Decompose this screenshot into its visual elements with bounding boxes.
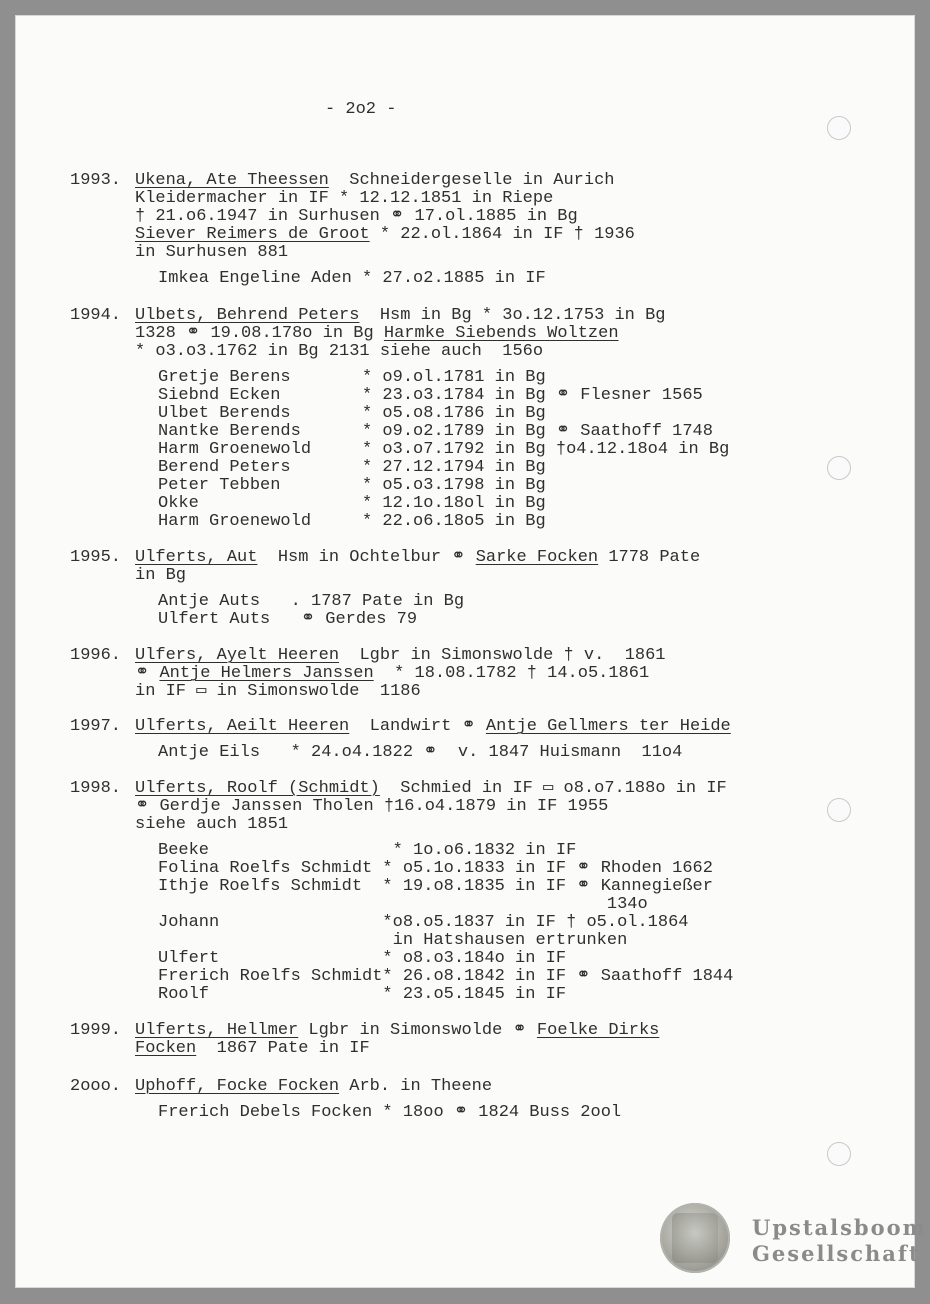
brand-line-1: Upstalsboom bbox=[752, 1215, 927, 1240]
person-name: Focken bbox=[135, 1039, 197, 1058]
person-name: Ulferts, Aeilt Heeren bbox=[135, 717, 350, 736]
punch-hole bbox=[827, 1142, 851, 1166]
entry-header-line bbox=[135, 307, 666, 325]
entry-detail-line bbox=[135, 226, 635, 244]
child-line: Ulfert Auts ⚭ Gerdes 79 bbox=[158, 610, 418, 629]
child-line: Antje Eils * 24.o4.1822 ⚭ v. 1847 Huismann 11o4 bbox=[158, 743, 683, 762]
person-name: Antje Helmers Janssen bbox=[159, 664, 374, 683]
entry-detail-line bbox=[135, 190, 553, 208]
entry-detail-line bbox=[135, 343, 543, 361]
person-name: Siever Reimers de Groot bbox=[135, 225, 370, 244]
child-line: Frerich Roelfs Schmidt* 26.o8.1842 in IF ⚭ Saathoff 1844 bbox=[158, 967, 734, 986]
entry-detail-line bbox=[135, 1040, 370, 1058]
entry-text: Schmied in IF ▭ o8.o7.188o in IF bbox=[379, 779, 727, 798]
entry-number: 1995. bbox=[70, 548, 122, 567]
person-name: Harmke Siebends Woltzen bbox=[383, 324, 619, 343]
person-name: Sarke Focken bbox=[475, 548, 599, 567]
entry-header-line bbox=[135, 549, 700, 567]
entry-text: * 18.08.1782 † 14.o5.1861 bbox=[373, 664, 650, 683]
person-name: Ukena, Ate Theessen bbox=[135, 171, 329, 190]
entry-text: Landwirt ⚭ bbox=[349, 717, 486, 736]
child-line: 134o bbox=[158, 895, 648, 914]
entry-number: 1997. bbox=[70, 717, 122, 736]
child-line: Folina Roelfs Schmidt * o5.1o.1833 in IF ⚭ Rhoden 1662 bbox=[158, 859, 713, 878]
entry-text: Schneidergeselle in Aurich bbox=[328, 171, 615, 190]
child-line: Imkea Engeline Aden * 27.o2.1885 in IF bbox=[158, 269, 546, 288]
child-line: Ulbet Berends * o5.o8.1786 in Bg bbox=[158, 404, 546, 423]
child-line: Johann *o8.o5.1837 in IF † o5.ol.1864 bbox=[158, 913, 689, 932]
entry-text: siehe auch 1851 bbox=[135, 815, 289, 834]
entry-text: Kleidermacher in IF * 12.12.1851 in Riepe bbox=[135, 189, 554, 208]
person-name: Antje Gellmers ter Heide bbox=[485, 717, 731, 736]
entry-number: 1998. bbox=[70, 779, 122, 798]
entry-text: in Surhusen 881 bbox=[135, 243, 289, 262]
child-line: Harm Groenewold * 22.o6.18o5 in Bg bbox=[158, 512, 546, 531]
document-page bbox=[15, 15, 927, 1288]
entry-text: * 22.ol.1864 in IF † 1936 bbox=[369, 225, 635, 244]
entry-number: 1994. bbox=[70, 306, 122, 325]
entry-text: ⚭ bbox=[135, 664, 160, 683]
person-name: Ulferts, Roolf (Schmidt) bbox=[135, 779, 380, 798]
child-line: Beeke * 1o.o6.1832 in IF bbox=[158, 841, 577, 860]
child-line: Antje Auts . 1787 Pate in Bg bbox=[158, 592, 465, 611]
child-line: Nantke Berends * o9.o2.1789 in Bg ⚭ Saathoff 1748 bbox=[158, 422, 713, 441]
entry-number: 1996. bbox=[70, 646, 122, 665]
entry-header-line bbox=[135, 780, 727, 798]
entry-detail-line bbox=[135, 816, 288, 834]
child-line: Frerich Debels Focken * 18oo ⚭ 1824 Buss 2ool bbox=[158, 1103, 622, 1122]
person-name: Ulbets, Behrend Peters bbox=[135, 306, 360, 325]
child-line: Peter Tebben * o5.o3.1798 in Bg bbox=[158, 476, 546, 495]
entry-text: * o3.o3.1762 in Bg 2131 siehe auch 156o bbox=[135, 342, 544, 361]
entry-header-line bbox=[135, 718, 731, 736]
entry-text: Lgbr in Simonswolde † v. 1861 bbox=[339, 646, 666, 665]
brand-line-2: Gesellschaft bbox=[752, 1241, 921, 1266]
entry-detail-line bbox=[135, 798, 608, 816]
person-name: Foelke Dirks bbox=[536, 1021, 660, 1040]
person-name: Ulfers, Ayelt Heeren bbox=[135, 646, 340, 665]
person-name: Uphoff, Focke Focken bbox=[135, 1077, 340, 1096]
child-line: Siebnd Ecken * 23.o3.1784 in Bg ⚭ Flesner 1565 bbox=[158, 386, 703, 405]
entry-detail-line bbox=[135, 665, 649, 683]
entry-number: 2ooo. bbox=[70, 1077, 122, 1096]
entry-detail-line bbox=[135, 325, 619, 343]
child-line: Gretje Berens * o9.ol.1781 in Bg bbox=[158, 368, 546, 387]
person-name: Ulferts, Aut bbox=[135, 548, 258, 567]
entry-text: ⚭ Gerdje Janssen Tholen †16.o4.1879 in IF 1955 bbox=[135, 797, 609, 816]
page-number: - 2o2 - bbox=[325, 100, 397, 119]
entry-text: Arb. in Theene bbox=[339, 1077, 493, 1096]
entry-detail-line bbox=[135, 208, 578, 226]
child-line: Ithje Roelfs Schmidt * 19.o8.1835 in IF ⚭ Kannegießer bbox=[158, 877, 713, 896]
entry-text: in Bg bbox=[135, 566, 187, 585]
child-line: Roolf * 23.o5.1845 in IF bbox=[158, 985, 567, 1004]
entry-text: in IF ▭ in Simonswolde 1186 bbox=[135, 682, 421, 701]
seal-emblem bbox=[672, 1213, 718, 1263]
entry-text: 1867 Pate in IF bbox=[196, 1039, 370, 1058]
child-line: Berend Peters * 27.12.1794 in Bg bbox=[158, 458, 546, 477]
punch-hole bbox=[827, 456, 851, 480]
child-line: Ulfert * o8.o3.184o in IF bbox=[158, 949, 567, 968]
entry-header-line bbox=[135, 1078, 492, 1096]
child-line: Harm Groenewold * o3.o7.1792 in Bg †o4.12.18o4 in Bg bbox=[158, 440, 730, 459]
entry-header-line bbox=[135, 172, 615, 190]
entry-text: Hsm in Bg * 3o.12.1753 in Bg bbox=[359, 306, 666, 325]
entry-header-line bbox=[135, 1022, 659, 1040]
punch-hole bbox=[827, 798, 851, 822]
entry-number: 1999. bbox=[70, 1021, 122, 1040]
entry-number: 1993. bbox=[70, 171, 122, 190]
person-name: Ulferts, Hellmer bbox=[135, 1021, 299, 1040]
entry-text: Hsm in Ochtelbur ⚭ bbox=[257, 548, 476, 567]
entry-header-line bbox=[135, 647, 666, 665]
entry-text: † 21.o6.1947 in Surhusen ⚭ 17.ol.1885 in Bg bbox=[135, 207, 578, 226]
society-seal bbox=[660, 1203, 730, 1273]
entry-detail-line bbox=[135, 244, 288, 262]
child-line: Okke * 12.1o.18ol in Bg bbox=[158, 494, 546, 513]
punch-hole bbox=[827, 116, 851, 140]
entry-detail-line bbox=[135, 567, 186, 585]
child-line: in Hatshausen ertrunken bbox=[158, 931, 628, 950]
entry-text: 1778 Pate bbox=[598, 548, 701, 567]
entry-detail-line bbox=[135, 683, 421, 701]
entry-text: 1328 ⚭ 19.08.178o in Bg bbox=[135, 324, 384, 343]
entry-text: Lgbr in Simonswolde ⚭ bbox=[298, 1021, 537, 1040]
